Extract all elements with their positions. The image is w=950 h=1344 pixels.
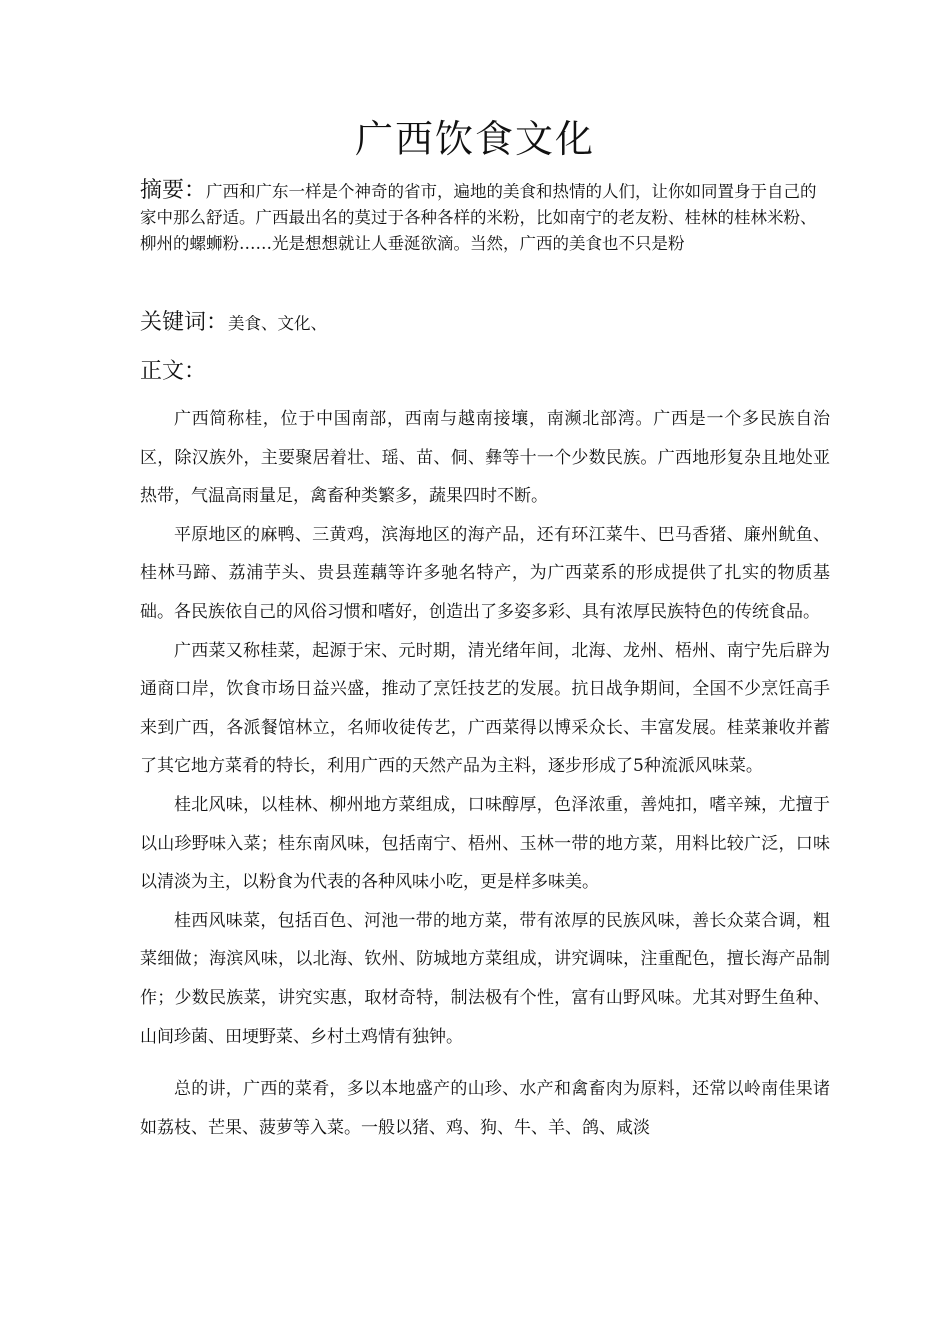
- body-paragraph: 总的讲，广西的菜肴，多以本地盛产的山珍、水产和禽畜肉为原料，还常以岭南佳果诸如荔枝、芒果、菠萝等入菜。一般以猪、鸡、狗、牛、羊、鸽、咸淡: [140, 1079, 830, 1138]
- body-paragraph: 广西简称桂，位于中国南部，西南与越南接壤，南濒北部湾。广西是一个多民族自治区，除汉族外，主要聚居着壮、瑶、苗、侗、彝等十一个少数民族。广西地形复杂且地处亚热带，气温高雨量足，禽畜种类繁多，蔬果四时不断。: [140, 409, 830, 507]
- body-heading: 正文：: [140, 359, 207, 384]
- abstract-section: [140, 178, 820, 257]
- abstract-text: 广西和广东一样是个神奇的省市，遍地的美食和热情的人们，让你如同置身于自己的家中那么舒适。广西最出名的莫过于各种各样的米粉，比如南宁的老友粉、桂林的桂林米粉、柳州的螺蛳粉……光是想想就让人垂涎欲滴。当然，广西的美食也不只是粉: [140, 182, 817, 253]
- body-paragraph: 桂西风味菜，包括百色、河池一带的地方菜，带有浓厚的民族风味，善长众菜合调，粗菜细做；海滨风味，以北海、钦州、防城地方菜组成，讲究调味，注重配色，擅长海产品制作；少数民族菜，讲究实惠，取材奇特，制法极有个性，富有山野风味。尤其对野生鱼种、山间珍菌、田埂野菜、乡村土鸡情有独钟。: [140, 910, 830, 1047]
- document-title: 广西饮食文化: [354, 117, 595, 161]
- keywords-label: 关键词：: [140, 310, 229, 335]
- body-paragraph: 广西菜又称桂菜，起源于宋、元时期，清光绪年间，北海、龙州、梧州、南宁先后辟为通商口岸，饮食市场日益兴盛，推动了烹饪技艺的发展。抗日战争期间，全国不少烹饪高手来到广西，各派餐馆林立，名师收徒传艺，广西菜得以博采众长、丰富发展。桂菜兼收并蓄了其它地方菜肴的特长，利用广西的天然产品为主料，逐步形成了5种流派风味菜。: [140, 640, 830, 777]
- abstract-label: 摘要：: [140, 178, 207, 203]
- keywords-text: 美食、文化、: [228, 314, 328, 333]
- keywords-section: [140, 305, 820, 336]
- body-text: [140, 400, 830, 1147]
- body-paragraph: 桂北风味，以桂林、柳州地方菜组成，口味醇厚，色泽浓重，善炖扣，嗜辛辣，尤擅于以山珍野味入菜；桂东南风味，包括南宁、梧州、玉林一带的地方菜，用料比较广泛，口味以清淡为主，以粉食为代表的各种风味小吃，更是样多味美。: [140, 794, 830, 893]
- body-paragraph: 平原地区的麻鸭、三黄鸡，滨海地区的海产品，还有环江菜牛、巴马香猪、廉州鱿鱼、桂林马蹄、荔浦芋头、贵县莲藕等许多驰名特产，为广西菜系的形成提供了扎实的物质基础。各民族依自己的风俗习惯和嗜好，创造出了多姿多彩、具有浓厚民族特色的传统食品。: [140, 524, 830, 622]
